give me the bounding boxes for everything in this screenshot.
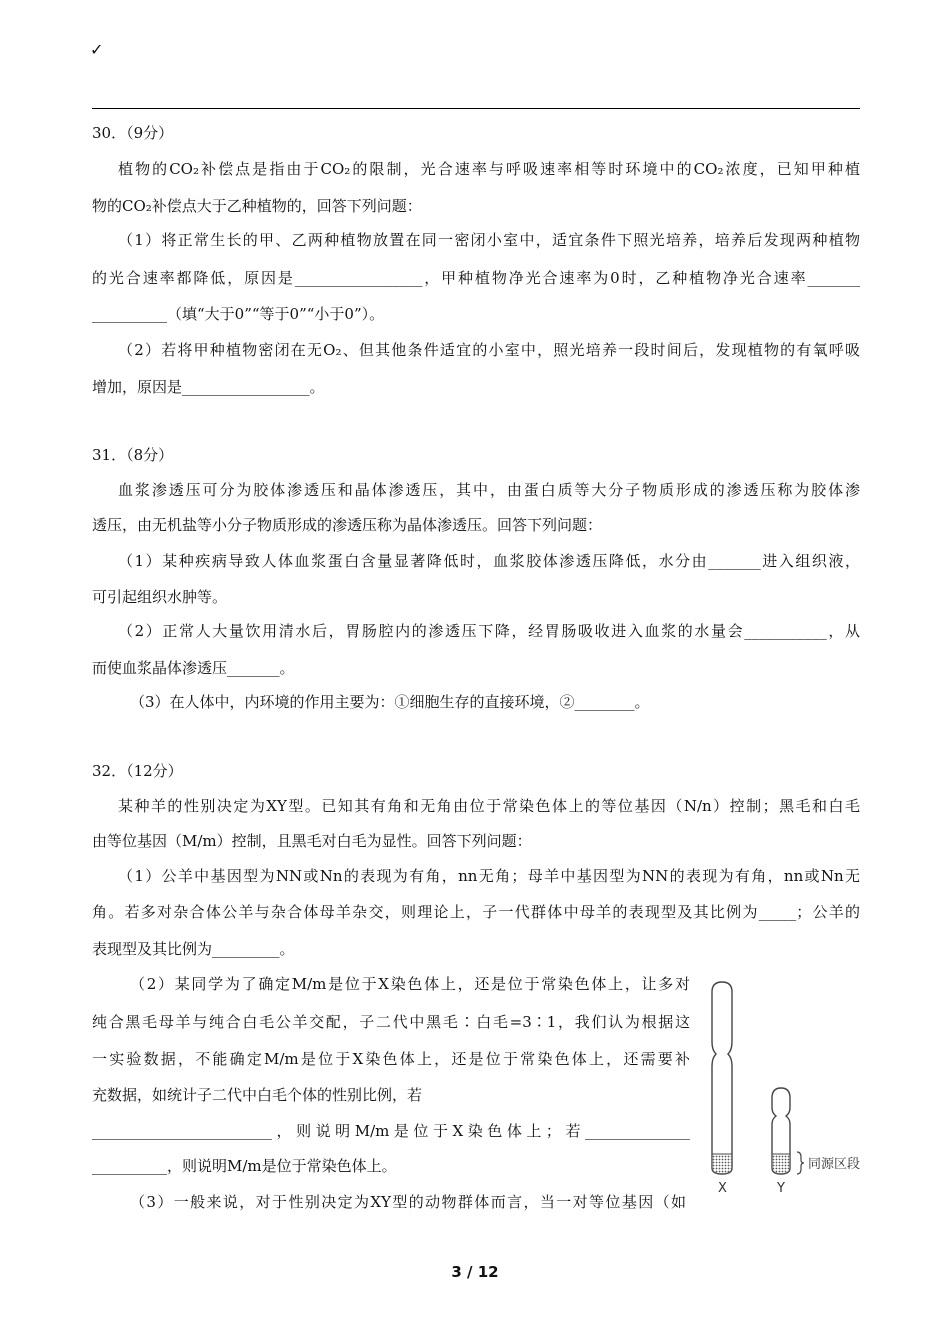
q31-part3-line-1: （3）在人体中，内环境的作用主要为：①细胞生存的直接环境，②________。 [130,693,650,711]
x-chromosome [712,982,732,1174]
q32-part2-line-3: 一实验数据，不能确定M/m是位于X染色体上，还是位于常染色体上，还需要补 [92,1050,690,1068]
chromosome-figure [700,978,880,1198]
page-number: 3 / 12 [451,1263,499,1281]
q30-title: 30．（9分） [92,124,174,142]
q31-part2-line-2: 而使血浆晶体渗透压_______。 [92,659,295,677]
q32-part3-line-1: （3）一般来说，对于性别决定为XY型的动物群体而言，当一对等位基因（如 [130,1193,686,1211]
q32-part2-line-1: （2）某同学为了确定M/m是位于X染色体上，还是位于常染色体上，让多对 [130,975,690,993]
q32-intro-line-2: 由等位基因（M/m）控制，且黑毛对白毛为显性。回答下列问题： [92,832,532,850]
q32-part2-line-2: 纯合黑毛母羊与纯合白毛公羊交配，子二代中黑毛∶白毛=3∶1，我们认为根据这 [92,1013,690,1031]
q31-intro-line-2: 透压，由无机盐等小分子物质形成的渗透压称为晶体渗透压。回答下列问题： [92,516,603,534]
q31-part1-line-2: 可引起组织水肿等。 [92,588,228,606]
q30-intro-line-1: 植物的CO₂补偿点是指由于CO₂的限制，光合速率与呼吸速率相等时环境中的CO₂浓度，已知甲种植 [118,160,860,178]
q31-title: 31．（8分） [92,446,174,464]
q31-part2-line-1: （2）正常人大量饮用清水后，胃肠腔内的渗透压下降，经胃肠吸收进入血浆的水量会___________，从 [118,622,860,640]
homologous-brace [797,1152,804,1174]
q32-part1-line-2: 角。若多对杂合体公羊与杂合体母羊杂交，则理论上，子一代群体中母羊的表现型及其比例为_____；公羊的 [92,903,860,921]
q32-title: 32．（12分） [92,762,183,780]
checkmark: ✓ [90,40,104,59]
y-label: Y [777,1181,785,1196]
x-label: X [718,1181,727,1196]
q32-intro-line-1: 某种羊的性别决定为XY型。已知其有角和无角由位于常染色体上的等位基因（N/n）控制；黑毛和白毛 [118,797,860,815]
q30-part1-line-3: __________（填“大于0”“等于0”“小于0”）。 [92,305,385,323]
q32-part1-line-3: 表现型及其比例为_________。 [92,940,295,958]
q32-part2-line-5: ________________________，则说明M/m是位于X染色体上；若______________ [92,1122,690,1140]
q32-part2-line-6: __________，则说明M/m是位于常染色体上。 [92,1157,397,1175]
q31-intro-line-1: 血浆渗透压可分为胶体渗透压和晶体渗透压，其中，由蛋白质等大分子物质形成的渗透压称为胶体渗 [118,481,860,499]
x-homologous-segment [713,1154,732,1173]
q30-part2-line-2: 增加，原因是_________________。 [92,378,325,396]
y-homologous-segment [773,1154,790,1173]
q30-part1-line-2: 的光合速率都降低，原因是_________________，甲种植物净光合速率为0时，乙种植物净光合速率_______ [92,269,860,287]
q30-part2-line-1: （2）若将甲种植物密闭在无O₂、但其他条件适宜的小室中，照光培养一段时间后，发现植物的有氧呼吸 [118,341,860,359]
q30-part1-line-1: （1）将正常生长的甲、乙两种植物放置在同一密闭小室中，适宜条件下照光培养，培养后发现两种植物 [118,231,860,249]
q31-part1-line-1: （1）某种疾病导致人体血浆蛋白含量显著降低时，血浆胶体渗透压降低，水分由_______进入组织液， [118,552,860,570]
q32-part1-line-1: （1）公羊中基因型为NN或Nn的表现为有角，nn无角；母羊中基因型为NN的表现为有角，nn或Nn无 [118,867,860,885]
homologous-segment-label: 同源区段 [808,1157,861,1172]
q32-part2-line-4: 充数据，如统计子二代中白毛个体的性别比例，若 [92,1086,423,1104]
header-rule [92,108,860,109]
q30-intro-line-2: 物的CO₂补偿点大于乙种植物的，回答下列问题： [92,197,422,215]
